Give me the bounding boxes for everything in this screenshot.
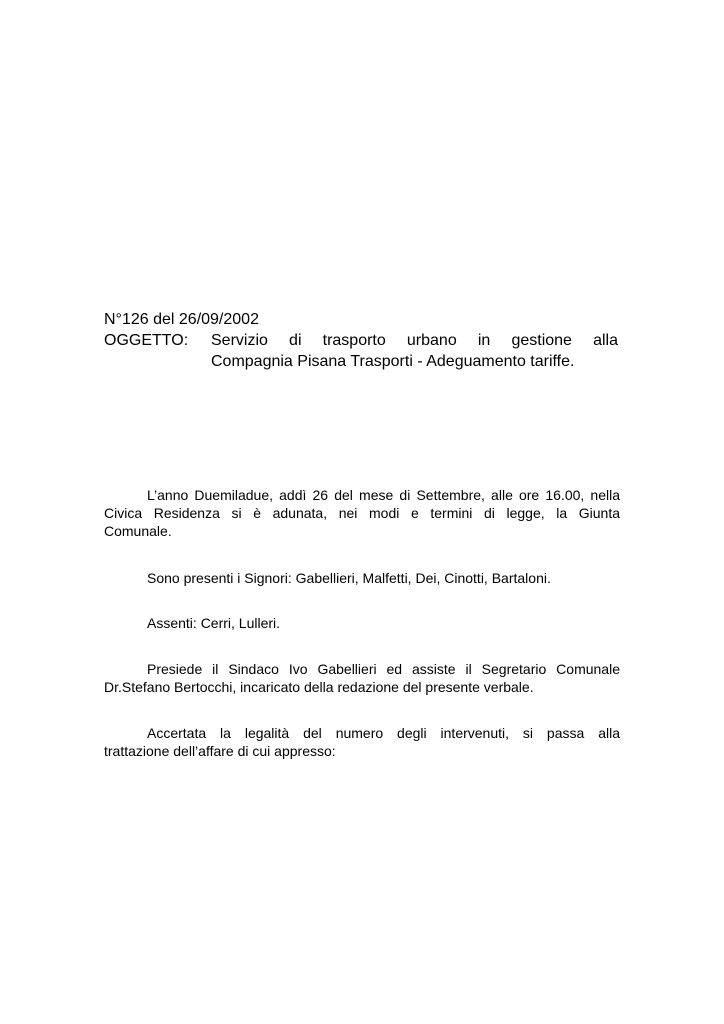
paragraph-absent [104,614,620,632]
paragraph-line: Assenti: Cerri, Lulleri. [147,615,281,631]
subject-block [104,330,618,372]
paragraph-line: trattazione dell’affare di cui appresso: [104,743,336,759]
paragraph-present [104,569,620,587]
subject-line: Compagnia Pisana Trasporti - Adeguamento tariffe. [211,353,575,370]
paragraph-line: Comunale. [104,523,172,539]
subject-text [211,330,618,372]
paragraph-line: Civica Residenza si è adunata, nei modi e termini di legge, la Giunta [104,505,620,521]
paragraph-line: L’anno Duemiladue, addì 26 del mese di Settembre, alle ore 16.00, nella [147,487,620,503]
paragraph-line: Presiede il Sindaco Ivo Gabellieri ed assiste il Segretario Comunale [147,661,620,677]
subject-label: OGGETTO: [104,332,189,349]
document-header [104,309,618,372]
paragraph-session [104,486,620,540]
paragraph-line: Accertata la legalità del numero degli intervenuti, si passa alla [147,725,620,741]
paragraph-chair [104,660,620,696]
deliberation-number: N°126 del 26/09/2002 [104,311,259,328]
paragraph-quorum [104,724,620,760]
subject-line: Servizio di trasporto urbano in gestione alla [211,332,618,349]
paragraph-line: Dr.Stefano Bertocchi, incaricato della redazione del presente verbale. [104,679,534,695]
paragraph-line: Sono presenti i Signori: Gabellieri, Malfetti, Dei, Cinotti, Bartaloni. [147,570,551,586]
